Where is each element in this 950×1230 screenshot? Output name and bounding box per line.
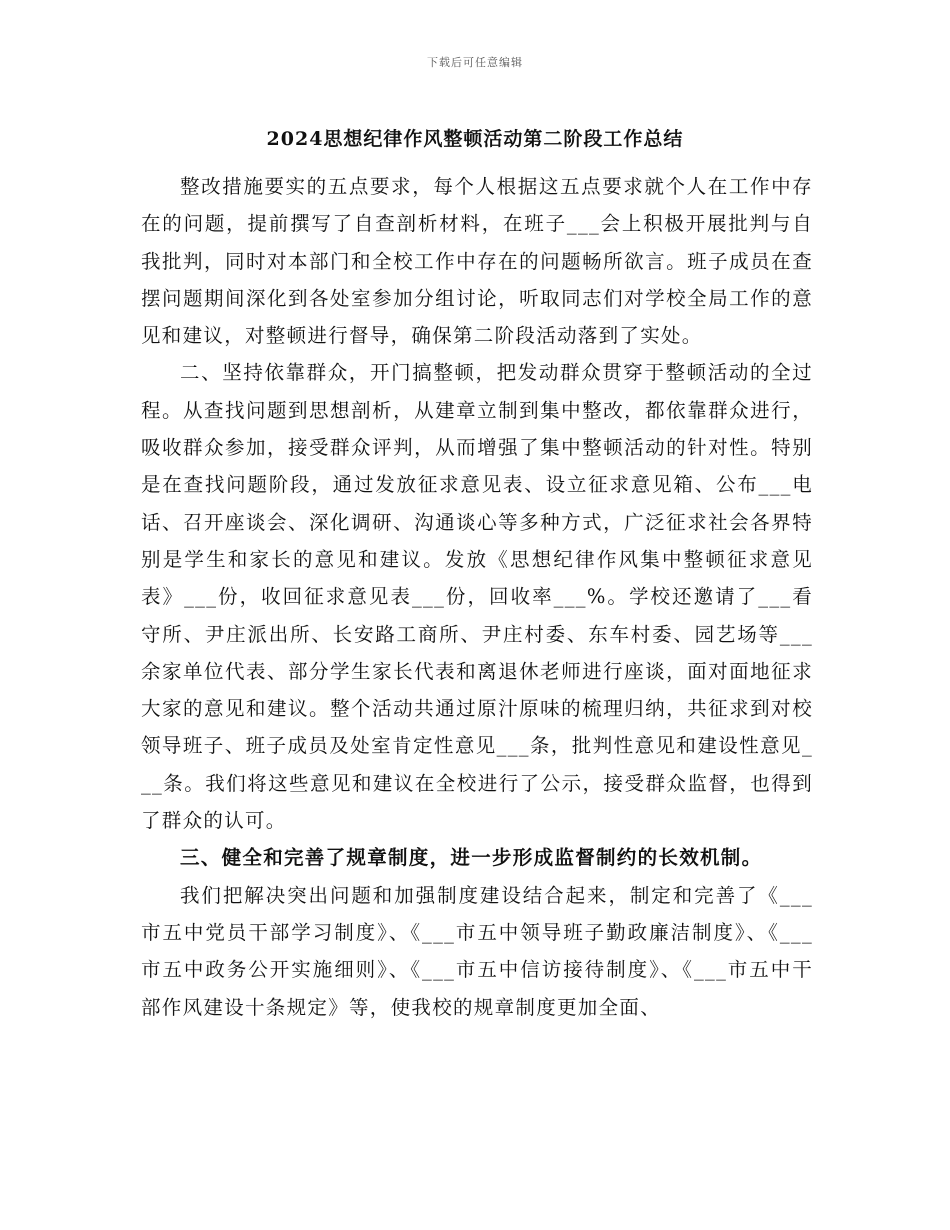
paragraph-1: 整改措施要实的五点要求，每个人根据这五点要求就个人在工作中存在的问题，提前撰写了自查剖析材料，在班子___会上积极开展批判与自我批判，同时对本部门和全校工作中存在的问题畅所欲言。班子成员在查摆问题期间深化到各处室参加分组讨论，听取同志们对学校全局工作的意见和建议，对整顿进行督导，确保第二阶段活动落到了实处。 (141, 175, 813, 348)
header-note: 下载后可任意编辑 (427, 56, 523, 69)
paragraph-4: 我们把解决突出问题和加强制度建设结合起来，制定和完善了《___市五中党员干部学习制度》、《___市五中领导班子勤政廉洁制度》、《___市五中政务公开实施细则》、《___市五中信访接待制度》、《___市五中干部作风建设十条规定》等，使我校的规章制度更加全面、 (141, 883, 813, 1019)
document-title: 2024思想纪律作风整顿活动第二阶段工作总结 (266, 128, 684, 150)
paragraph-2: 二、坚持依靠群众，开门搞整顿，把发动群众贯穿于整顿活动的全过程。从查找问题到思想剖析，从建章立制到集中整改，都依靠群众进行，吸收群众参加，接受群众评判，从而增强了集中整顿活动的针对性。特别是在查找问题阶段，通过发放征求意见表、设立征求意见箱、公布___电话、召开座谈会、深化调研、沟通谈心等多种方式，广泛征求社会各界特别是学生和家长的意见和建议。发放《思想纪律作风集中整顿征求意见表》___份，收回征求意见表___份，回收率___%。学校还邀请了___看守所、尹庄派出所、长安路工商所、尹庄村委、东车村委、园艺场等___余家单位代表、部分学生家长代表和离退休老师进行座谈，面对面地征求大家的意见和建议。整个活动共通过原汁原味的梳理归纳，共征求到对校领导班子、班子成员及处室肯定性意见___条，批判性意见和建设性意见___条。我们将这些意见和建议在全校进行了公示，接受群众监督，也得到了群众的认可。 (141, 361, 813, 833)
document-body (141, 168, 813, 1026)
section-heading-3: 三、健全和完善了规章制度，进一步形成监督制约的长效机制。 (180, 846, 763, 870)
